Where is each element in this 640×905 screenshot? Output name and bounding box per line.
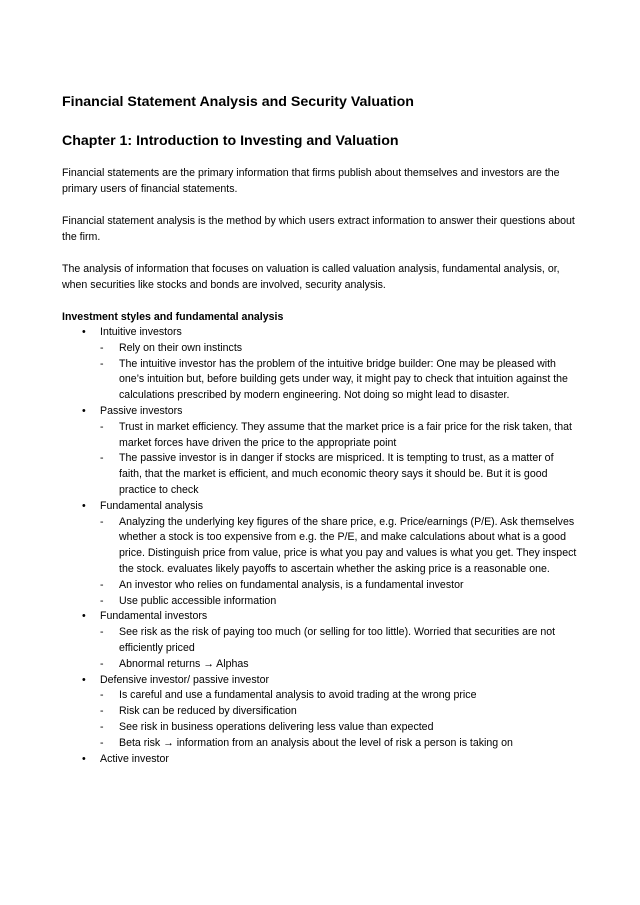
sub-list-item (100, 736, 578, 752)
sub-list (100, 625, 578, 672)
sub-list-item (100, 341, 578, 357)
dash-icon: - (100, 341, 104, 354)
intro-paragraph-2: Financial statement analysis is the method by which users extract information to answer their questions about the firm. (62, 215, 575, 243)
sub-list-item (100, 594, 578, 610)
sub-list-text: An investor who relies on fundamental analysis, is a fundamental investor (119, 578, 464, 591)
list-item-label: Active investor (100, 752, 169, 765)
sub-list-text: The intuitive investor has the problem of the intuitive bridge builder: One may be pleased with one’s intuition but, before building gets under way, it might pay to check that intuition against the calculations prescribed by modern engineering. Not doing so might lead to disaster. (119, 357, 568, 402)
list-item-label: Fundamental analysis (100, 499, 204, 512)
bullet-icon: • (82, 499, 86, 512)
sub-list-item (100, 704, 578, 720)
sub-list-item (100, 657, 578, 673)
sub-list-text: Is careful and use a fundamental analysis to avoid trading at the wrong price (119, 689, 477, 702)
sub-list-item (100, 451, 578, 498)
list-item-label: Intuitive investors (100, 326, 182, 338)
sub-list-item (100, 720, 578, 736)
sub-list-text: The passive investor is in danger if stocks are mispriced. It is tempting to trust, as a matter of faith, that the market is efficient, and much economic theory says it should be. But it is good practice to check (119, 452, 554, 496)
bullet-icon: • (82, 326, 86, 338)
dash-icon: - (100, 720, 104, 733)
sub-list-text: Use public accessible information (119, 594, 277, 607)
chapter-heading: Chapter 1: Introduction to Investing and Valuation (62, 133, 399, 149)
list-item-intuitive-investors (62, 325, 578, 404)
dash-icon: - (100, 452, 104, 465)
dash-icon: - (100, 594, 104, 607)
sub-list (100, 420, 578, 499)
sub-list-text: Beta risk → information from an analysis about the level of risk a person is taking on (119, 736, 513, 749)
list-item-label: Defensive investor/ passive investor (100, 673, 269, 686)
sub-list-item (100, 515, 578, 578)
list-item-active-investor (62, 752, 578, 768)
dash-icon: - (100, 515, 104, 528)
list-item-defensive-investor (62, 673, 578, 752)
list-item-passive-investors (62, 404, 578, 499)
dash-icon: - (100, 705, 104, 718)
sub-list-item (100, 578, 578, 594)
intro-paragraph-3: The analysis of information that focuses on valuation is called valuation analysis, fundamental analysis, or, when securities like stocks and bonds are involved, security analysis. (62, 263, 560, 291)
sub-list-text: Analyzing the underlying key figures of the share price, e.g. Price/earnings (P/E). Ask themselves whether a stock is too expensive from e.g. the P/E, and make calculations about what is a good price. Distinguish price from value, price is what you pay and values is what you get. They inspect the stock. evaluates likely payoffs to ascertain whether the asking price is a reasonable one. (119, 515, 577, 575)
dash-icon: - (100, 357, 104, 370)
sub-list-text: See risk as the risk of paying too much (or selling for too little). Worried that securities are not efficiently priced (119, 626, 556, 654)
dash-icon: - (100, 420, 104, 433)
dash-icon: - (100, 578, 104, 591)
sub-list-text: See risk in business operations delivering less value than expected (119, 720, 434, 733)
sub-list-item (100, 625, 578, 657)
bullet-icon: • (82, 752, 86, 765)
sub-list-text: Risk can be reduced by diversification (119, 705, 297, 718)
dash-icon: - (100, 626, 104, 639)
sub-list-text: Rely on their own instincts (119, 341, 243, 354)
sub-list-item (100, 420, 578, 452)
bullet-icon: • (82, 404, 86, 417)
sub-list (100, 688, 578, 751)
list-item-fundamental-analysis (62, 499, 578, 610)
section-heading: Investment styles and fundamental analysis (62, 311, 284, 323)
dash-icon: - (100, 736, 104, 749)
sub-list-text: Abnormal returns → Alphas (119, 657, 249, 670)
sub-list-item (100, 688, 578, 704)
document-title: Financial Statement Analysis and Security Valuation (62, 94, 414, 110)
bullet-icon: • (82, 673, 86, 686)
sub-list (100, 515, 578, 610)
investment-styles-list (62, 325, 578, 767)
list-item-label: Fundamental investors (100, 610, 208, 623)
list-item-fundamental-investors (62, 609, 578, 672)
bullet-icon: • (82, 610, 86, 623)
list-item-label: Passive investors (100, 404, 183, 417)
dash-icon: - (100, 657, 104, 670)
dash-icon: - (100, 689, 104, 702)
sub-list (100, 341, 578, 404)
sub-list-text: Trust in market efficiency. They assume that the market price is a fair price for the risk taken, that market forces have driven the price to the appropriate point (119, 420, 572, 449)
intro-paragraph-1: Financial statements are the primary information that firms publish about themselves and investors are the primary users of financial statements. (62, 167, 560, 195)
sub-list-item (100, 357, 578, 404)
